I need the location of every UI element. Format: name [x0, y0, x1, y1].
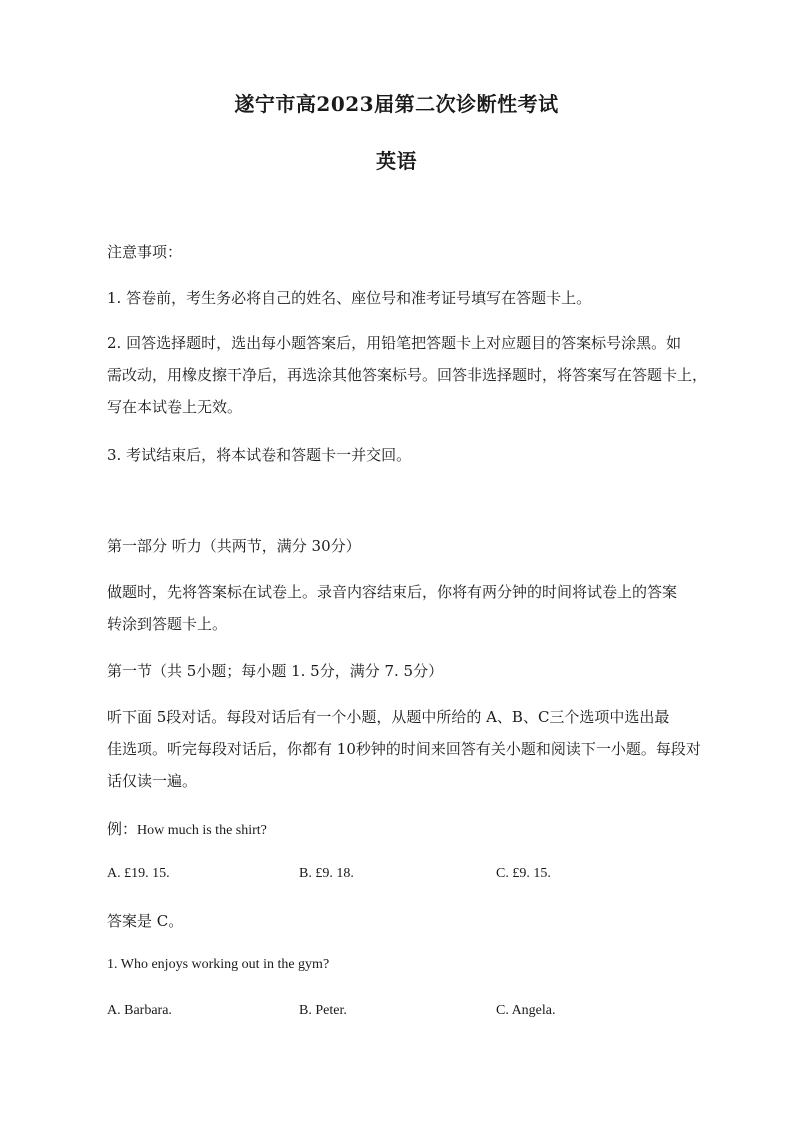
part1-instruction-line: 做题时，先将答案标在试卷上。录音内容结束后，你将有两分钟的时间将试卷上的答案 — [107, 583, 678, 601]
section1-instruction-line: 听下面 5段对话。每段对话后有一个小题，从题中所给的 A、B、C三个选项中选出最 — [107, 708, 670, 726]
notice-item-3: 3. 考试结束后，将本试卷和答题卡一并交回。 — [107, 446, 412, 464]
example-question-text: How much is the shirt? — [137, 823, 267, 838]
example-label: 例： — [107, 820, 138, 838]
notice-item-2-line: 写在本试卷上无效。 — [107, 398, 243, 416]
exam-title: 遂宁市高2023届第二次诊断性考试 — [234, 92, 559, 116]
notice-item-2-line: 2. 回答选择题时，选出每小题答案后，用铅笔把答题卡上对应题目的答案标号涂黑。如 — [107, 334, 682, 352]
question-1-option-c: C. Angela. — [496, 1003, 556, 1018]
part1-heading: 第一部分 听力（共两节，满分 30分） — [107, 537, 361, 555]
question-1: 1. Who enjoys working out in the gym? — [107, 957, 330, 972]
subject-title: 英语 — [376, 149, 417, 173]
notice-item-2-line: 需改动，用橡皮擦干净后，再选涂其他答案标号。回答非选择题时，将答案写在答题卡上， — [107, 366, 708, 384]
notice-item-1: 1. 答卷前，考生务必将自己的姓名、座位号和准考证号填写在答题卡上。 — [107, 289, 592, 307]
example-option-a: A. £19. 15. — [107, 866, 170, 881]
section1-instruction-line: 佳选项。听完每段对话后，你都有 10秒钟的时间来回答有关小题和阅读下一小题。每段对 — [107, 740, 701, 758]
part1-instruction-line: 转涂到答题卡上。 — [107, 615, 228, 633]
example-answer: 答案是 C。 — [107, 912, 184, 930]
example-question — [107, 818, 719, 842]
section1-instruction — [107, 701, 719, 797]
notice-heading: 注意事项： — [107, 243, 183, 261]
notice-item-2 — [107, 327, 719, 423]
section1-heading: 第一节（共 5小题；每小题 1. 5分，满分 7. 5分） — [107, 662, 444, 680]
part1-instruction — [107, 576, 719, 640]
example-option-b: B. £9. 18. — [299, 866, 354, 881]
example-option-c: C. £9. 15. — [496, 866, 551, 881]
section1-instruction-line: 话仅读一遍。 — [107, 772, 198, 790]
question-1-option-b: B. Peter. — [299, 1003, 347, 1018]
question-1-option-a: A. Barbara. — [107, 1003, 172, 1018]
